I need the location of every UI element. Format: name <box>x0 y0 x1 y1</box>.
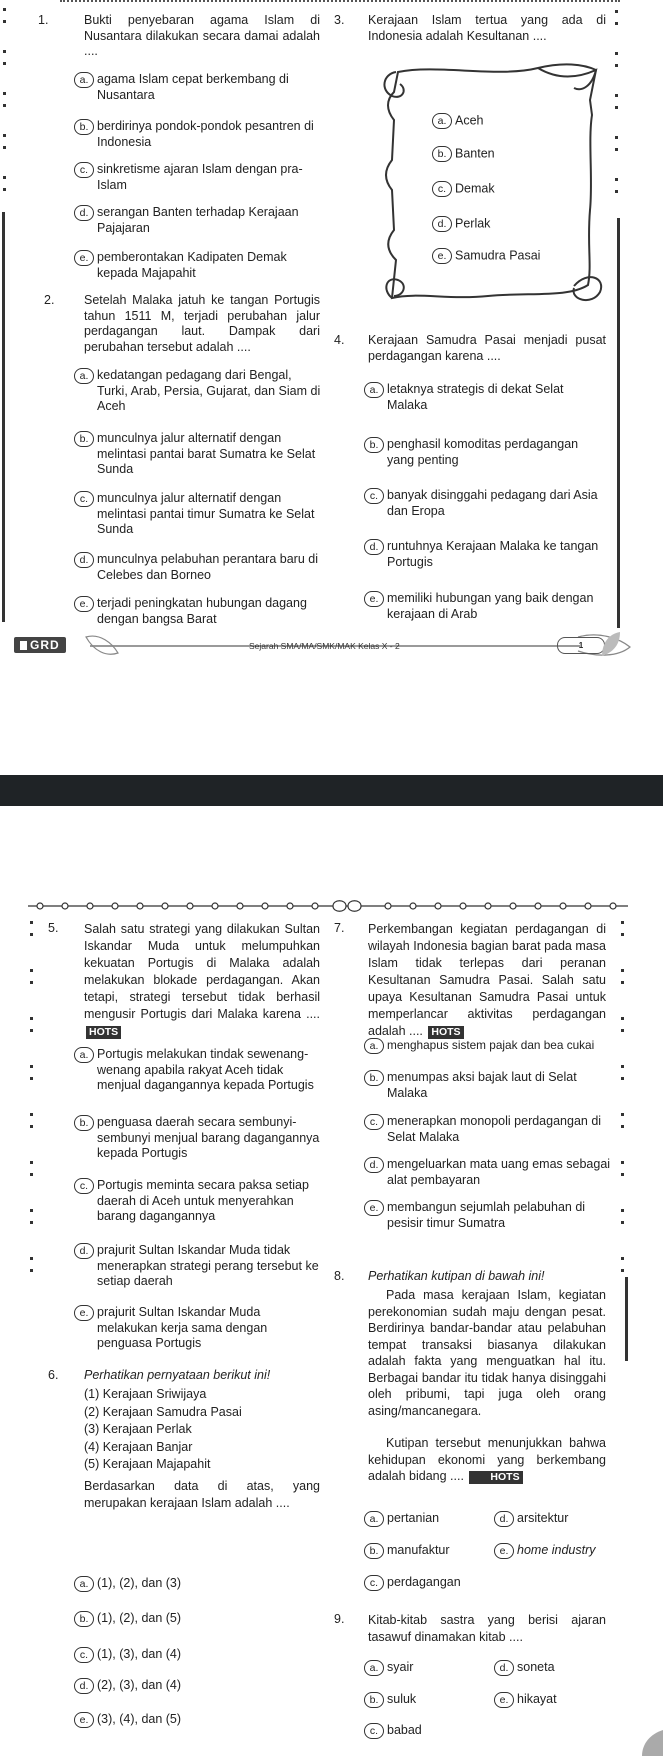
q8-quote: Pada masa kerajaan Islam, kegiatan perekonomian sudah maju dengan pesat. Berdirinya bandar-bandar atau pelabuhan tempat transaksi biasanya dilakukan adalah fakta yang menguatkan hal itu. Berbagai bandar itu tidak hanya disinggahi oleh pribumi, tapi juga oleh orang asing/mancanegara. <box>368 1288 606 1418</box>
q6-number: 6. <box>48 1368 59 1382</box>
q6-option-d[interactable]: d. (2), (3), dan (4) <box>74 1678 322 1694</box>
left-rail <box>0 0 14 640</box>
left-rail-2 <box>28 921 38 1361</box>
q2-option-b[interactable]: b. munculnya jalur alternatif dengan melintasi pantai barat Sumatra ke Selat Sunda <box>74 431 322 478</box>
hots-badge: HOTS <box>469 1471 522 1484</box>
q2-number: 2. <box>44 293 55 307</box>
q5-stem: Salah satu strategi yang dilakukan Sultan Iskandar Muda untuk melumpuhkan kekuatan Portugis di Malaka adalah melakukan blokade perdagangan. Akan tetapi, strategi tersebut tidak berhasil mengusir Portugis dari Malaka karena .... HOTS <box>84 922 320 1038</box>
q4-stem: Kerajaan Samudra Pasai menjadi pusat perdagangan karena .... <box>368 333 606 363</box>
q1-option-a[interactable]: a. agama Islam cepat berkembang di Nusantara <box>74 72 322 103</box>
q3-option-b[interactable]: b. Banten <box>432 146 495 162</box>
q4-option-d[interactable]: d. runtuhnya Kerajaan Malaka ke tangan Portugis <box>364 539 606 570</box>
q9-stem: Kitab-kitab sastra yang berisi ajaran tasawuf dinamakan kitab .... <box>368 1613 606 1644</box>
q3-stem: Kerajaan Islam tertua yang ada di Indonesia adalah Kesultanan .... <box>368 13 606 43</box>
page-separator <box>0 775 663 806</box>
q4-option-e[interactable]: e. memiliki hubungan yang baik dengan kerajaan di Arab <box>364 591 606 622</box>
q5-number: 5. <box>48 921 59 935</box>
q7-option-c[interactable]: c. menerapkan monopoli perdagangan di Selat Malaka <box>364 1114 612 1145</box>
q3-option-a[interactable]: a. Aceh <box>432 113 484 129</box>
list-item: (2) Kerajaan Samudra Pasai <box>84 1404 242 1419</box>
q8-option-d[interactable]: d. arsitektur <box>494 1511 610 1527</box>
q9-option-e[interactable]: e. hikayat <box>494 1692 610 1708</box>
page-1 <box>0 0 663 665</box>
q9-option-d[interactable]: d. soneta <box>494 1660 610 1676</box>
q2-option-a[interactable]: a. kedatangan pedagang dari Bengal, Turki, Arab, Persia, Gujarat, dan Siam di Aceh <box>74 368 322 415</box>
q7-option-a[interactable]: a. menghapus sistem pajak dan bea cukai <box>364 1038 612 1054</box>
q2-stem: Setelah Malaka jatuh ke tangan Portugis tahun 1511 M, terjadi perubahan jalur perdagangan laut. Dampak dari perubahan tersebut adalah .... <box>84 293 320 354</box>
list-item: (5) Kerajaan Majapahit <box>84 1457 211 1471</box>
hots-badge: HOTS <box>428 1026 463 1039</box>
list-item: (4) Kerajaan Banjar <box>84 1439 193 1454</box>
q7-stem: Perkembangan kegiatan perdagangan di wilayah Indonesia bagian barat pada masa Islam tidak terlepas dari peranan Kesultanan Samudra Pasai. Salah satu upaya Kesultanan Samudra Pasai untuk memperlancar aktivitas perdagangan adalah .... HOTS <box>368 922 606 1038</box>
q1-option-c[interactable]: c. sinkretisme ajaran Islam dengan pra-Islam <box>74 162 322 193</box>
q6-stem: Perhatikan pernyataan berikut ini! <box>84 1368 271 1382</box>
right-rail-2 <box>619 921 631 1361</box>
page-2 <box>0 885 663 1756</box>
q6-option-b[interactable]: b. (1), (2), dan (5) <box>74 1611 322 1627</box>
q4-number: 4. <box>334 333 345 347</box>
q8-option-a[interactable]: a. pertanian <box>364 1511 484 1527</box>
list-item: (3) Kerajaan Perlak <box>84 1422 192 1436</box>
q3-number: 3. <box>334 13 345 27</box>
q5-option-e[interactable]: e. prajurit Sultan Iskandar Muda melakukan kerja sama dengan penguasa Portugis <box>74 1305 322 1352</box>
q5-option-c[interactable]: c. Portugis meminta secara paksa setiap daerah di Aceh untuk menyerahkan barang dagangannya <box>74 1178 322 1225</box>
q8-option-e[interactable]: e. home industry <box>494 1543 610 1559</box>
q1-option-e[interactable]: e. pemberontakan Kadipaten Demak kepada Majapahit <box>74 250 322 281</box>
footer-title: Sejarah SMA/MA/SMK/MAK Kelas X - 2 <box>249 641 400 651</box>
q8-number: 8. <box>334 1269 345 1283</box>
q8-question: Kutipan tersebut menunjukkan bahwa kehidupan ekonomi yang berkembang adalah bidang .... HOTS <box>368 1436 606 1483</box>
top-ornament <box>28 899 628 913</box>
q4-option-c[interactable]: c. banyak disinggahi pedagang dari Asia dan Eropa <box>364 488 606 519</box>
q9-option-a[interactable]: a. syair <box>364 1660 484 1676</box>
footer-page-badge: 1 <box>557 637 605 654</box>
q7-option-d[interactable]: d. mengeluarkan mata uang emas sebagai alat pembayaran <box>364 1157 612 1188</box>
q1-option-b[interactable]: b. berdirinya pondok-pondok pesantren di Indonesia <box>74 119 322 150</box>
q3-option-e[interactable]: e. Samudra Pasai <box>432 248 540 264</box>
q6-option-e[interactable]: e. (3), (4), dan (5) <box>74 1712 322 1728</box>
q4-option-a[interactable]: a. letaknya strategis di dekat Selat Malaka <box>364 382 606 413</box>
corner-ornament <box>640 1730 663 1756</box>
q6-question: Berdasarkan data di atas, yang merupakan kerajaan Islam adalah .... <box>84 1479 320 1510</box>
q9-option-c[interactable]: c. babad <box>364 1723 484 1739</box>
q6-option-c[interactable]: c. (1), (3), dan (4) <box>74 1647 322 1663</box>
q3-option-d[interactable]: d. Perlak <box>432 216 490 232</box>
q8-stem: Perhatikan kutipan di bawah ini! <box>368 1269 545 1283</box>
q8-option-c[interactable]: c. perdagangan <box>364 1575 494 1591</box>
q5-option-a[interactable]: a. Portugis melakukan tindak sewenang-wenang apabila rakyat Aceh tidak menjual dagangannya kepada Portugis <box>74 1047 322 1094</box>
q6-list <box>84 1386 242 1474</box>
q2-option-d[interactable]: d. munculnya pelabuhan perantara baru di Celebes dan Borneo <box>74 552 322 583</box>
list-item: (1) Kerajaan Sriwijaya <box>84 1387 207 1401</box>
q3-option-c[interactable]: c. Demak <box>432 181 495 197</box>
footer-logo: GRD <box>14 637 66 653</box>
q9-option-b[interactable]: b. suluk <box>364 1692 484 1708</box>
q6-option-a[interactable]: a. (1), (2), dan (3) <box>74 1576 322 1592</box>
q2-option-c[interactable]: c. munculnya jalur alternatif dengan melintasi pantai timur Sumatra ke Selat Sunda <box>74 491 322 538</box>
q8-option-b[interactable]: b. manufaktur <box>364 1543 484 1559</box>
q7-option-e[interactable]: e. membangun sejumlah pelabuhan di pesisir timur Sumatra <box>364 1200 612 1231</box>
q1-number: 1. <box>38 13 49 27</box>
q5-option-b[interactable]: b. penguasa daerah secara sembunyi-sembunyi menjual barang dagangannya kepada Portugis <box>74 1115 322 1162</box>
q7-option-b[interactable]: b. menumpas aksi bajak laut di Selat Malaka <box>364 1070 612 1101</box>
q2-option-e[interactable]: e. terjadi peningkatan hubungan dagang dengan bangsa Barat <box>74 596 322 627</box>
q1-stem: Bukti penyebaran agama Islam di Nusantara dilakukan secara damai adalah .... <box>84 13 320 58</box>
q1-option-d[interactable]: d. serangan Banten terhadap Kerajaan Pajajaran <box>74 205 322 236</box>
logo-mark-icon <box>20 641 27 650</box>
hots-badge: HOTS <box>86 1026 121 1039</box>
q9-number: 9. <box>334 1612 345 1626</box>
top-cut-text <box>60 0 620 2</box>
q7-number: 7. <box>334 921 345 935</box>
q4-option-b[interactable]: b. penghasil komoditas perdagangan yang penting <box>364 437 606 468</box>
footer-leaf-icon <box>598 630 624 658</box>
q5-option-d[interactable]: d. prajurit Sultan Iskandar Muda tidak menerapkan strategi perang tersebut ke setiap daerah <box>74 1243 322 1290</box>
right-rail <box>612 0 626 640</box>
